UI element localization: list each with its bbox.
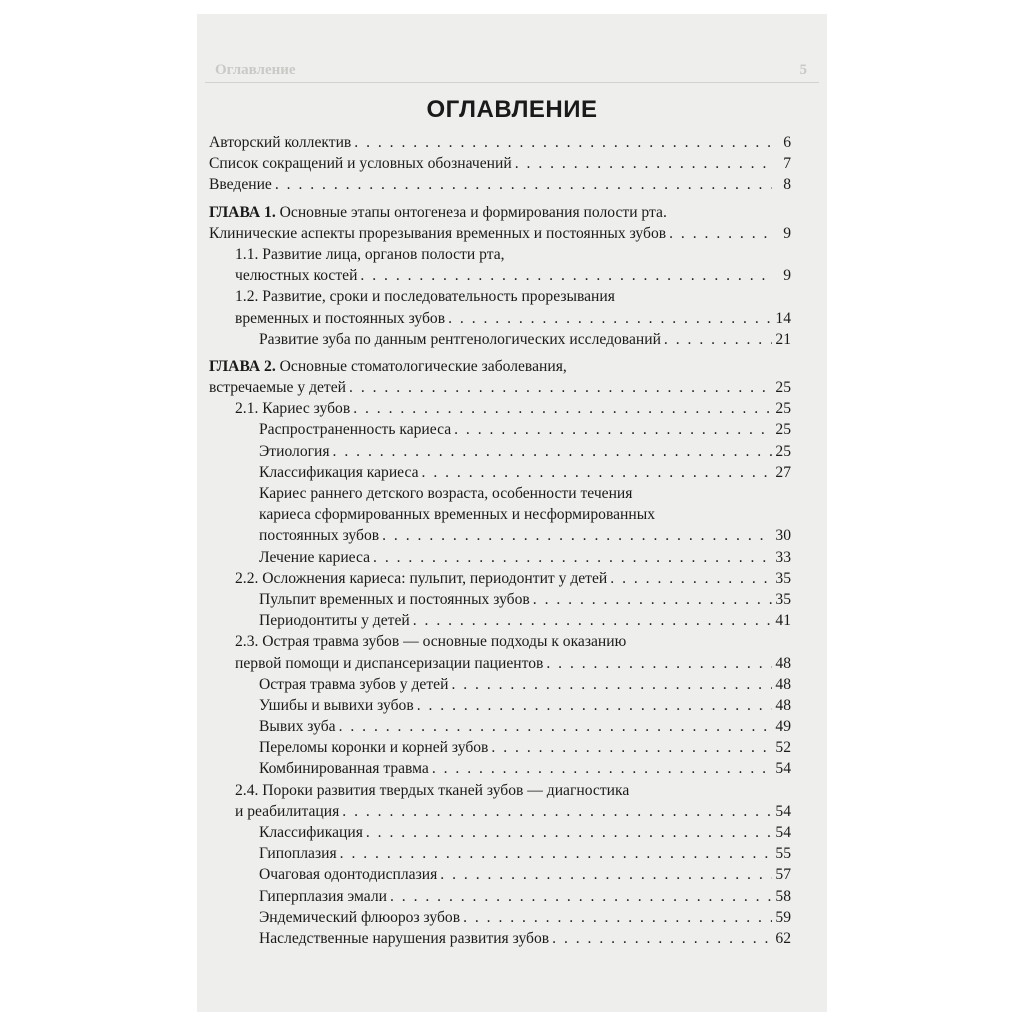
toc-entry: [235, 308, 791, 329]
toc-entry-title-line: 1.1. Развитие лица, органов полости рта,: [235, 245, 505, 263]
toc-entry-page: 14: [775, 309, 791, 327]
toc-chapter-1[interactable]: [209, 202, 791, 244]
dot-leader: [664, 329, 772, 350]
dot-leader: [515, 153, 772, 174]
toc-entry-page: 25: [775, 379, 791, 397]
toc-entry-title-line: 2.3. Острая травма зубов — основные подходы к оказанию: [235, 633, 627, 651]
toc-entry[interactable]: [209, 441, 791, 462]
toc-entry-page: 25: [775, 442, 791, 460]
toc-entry-title-line: 1.2. Развитие, сроки и последовательность прорезывания: [235, 288, 615, 306]
toc-entry-title: и реабилитация: [235, 802, 340, 820]
dot-leader: [373, 547, 772, 568]
toc-entry[interactable]: [209, 886, 791, 907]
toc-entry[interactable]: [209, 928, 791, 949]
toc-entry-page: 25: [775, 421, 791, 439]
toc-chapter-2[interactable]: [209, 356, 791, 398]
dot-leader: [669, 223, 772, 244]
toc-entry-title: 2.2. Осложнения кариеса: пульпит, периодонтит у детей: [235, 569, 608, 587]
toc-entry-page: 21: [775, 330, 791, 348]
toc-entry-title: Переломы коронки и корней зубов: [259, 739, 489, 757]
toc-entry: [259, 525, 791, 546]
toc-entry[interactable]: [209, 153, 791, 174]
toc-entry-page: 54: [775, 824, 791, 841]
toc-entry-title: временных и постоянных зубов: [235, 309, 446, 327]
toc-entry[interactable]: [209, 737, 791, 758]
toc-entry-page: 62: [775, 929, 791, 947]
dot-leader: [275, 174, 772, 195]
toc-entry-title: Гипоплазия: [259, 845, 337, 863]
toc-entry-page: 9: [783, 224, 791, 242]
dot-leader: [422, 462, 772, 483]
toc-entry-title: Введение: [209, 176, 272, 194]
toc-entry[interactable]: [209, 864, 791, 885]
toc-section-2-3[interactable]: [209, 631, 791, 673]
toc-entry-title: Список сокращений и условных обозначений: [209, 155, 512, 173]
dot-leader: [342, 801, 772, 822]
dot-leader: [451, 674, 772, 695]
toc-entry[interactable]: [209, 822, 791, 843]
toc-entry: [235, 265, 791, 286]
dot-leader: [546, 653, 772, 674]
toc-entry-page: 49: [775, 718, 791, 736]
toc-entry-title: Авторский коллектив: [209, 134, 352, 151]
toc-entry[interactable]: [209, 695, 791, 716]
toc-entry-page: 35: [775, 569, 791, 587]
toc-entry-page: 57: [775, 866, 791, 884]
dot-leader: [353, 398, 772, 419]
dot-leader: [552, 928, 772, 949]
toc-entry[interactable]: [209, 419, 791, 440]
toc-entry-title: встречаемые у детей: [209, 379, 347, 397]
toc-entry-title: Наследственные нарушения развития зубов: [259, 929, 550, 947]
chapter-label: ГЛАВА 1.: [209, 203, 276, 221]
toc-entry[interactable]: [209, 398, 791, 419]
toc-entry-title: Эндемический флюороз зубов: [259, 908, 461, 926]
toc-entry[interactable]: [209, 547, 791, 568]
toc-section-1-2[interactable]: [209, 286, 791, 328]
toc-entry-page: 48: [775, 675, 791, 693]
dot-leader: [454, 419, 772, 440]
dot-leader: [440, 864, 772, 885]
toc-entry[interactable]: [209, 174, 791, 195]
dot-leader: [448, 308, 772, 329]
toc-entry-page: 8: [783, 176, 791, 194]
toc-entry-title-line: Кариес раннего детского возраста, особенности течения: [259, 485, 633, 502]
toc-section-1-1[interactable]: [209, 244, 791, 286]
toc-entry[interactable]: [209, 716, 791, 737]
toc-entry-title: Вывих зуба: [259, 718, 336, 736]
toc-entry-multiline[interactable]: [209, 483, 791, 547]
dot-leader: [340, 843, 772, 864]
toc-entry-page: 52: [775, 739, 791, 757]
toc-entry-title: Периодонтиты у детей: [259, 612, 410, 630]
toc-entry-title: Этиология: [259, 442, 330, 460]
toc-entry-title: Пульпит временных и постоянных зубов: [259, 590, 530, 608]
toc-entry-page: 48: [775, 654, 791, 672]
toc-entry[interactable]: [209, 843, 791, 864]
dot-leader: [491, 737, 772, 758]
toc-chapter-heading: [209, 202, 791, 223]
toc-entry-page: 30: [775, 527, 791, 545]
toc-entry[interactable]: [209, 462, 791, 483]
dot-leader: [390, 886, 772, 907]
running-head-title: Оглавление: [215, 62, 296, 78]
toc-entry-page: 7: [783, 155, 791, 173]
toc-entry-page: 27: [775, 463, 791, 481]
toc-title: ОГЛАВЛЕНИЕ: [426, 96, 598, 123]
chapter-title-line: Основные этапы онтогенеза и формирования полости рта.: [279, 203, 667, 221]
toc-entry-title: Развитие зуба по данным рентгенологических исследований: [259, 330, 661, 348]
toc-entry[interactable]: [209, 329, 791, 350]
dot-leader: [417, 695, 772, 716]
toc-entry-title: Распространенность кариеса: [259, 421, 452, 439]
toc-entry-title: Классификация кариеса: [259, 463, 419, 481]
toc-entry[interactable]: [209, 907, 791, 928]
dot-leader: [354, 132, 772, 153]
toc-entry-page: 48: [775, 696, 791, 714]
book-page: [197, 14, 827, 1012]
toc-entry-title: Острая травма зубов у детей: [259, 675, 449, 693]
toc-entry-title-line: 2.4. Пороки развития твердых тканей зубов — диагностика: [235, 781, 630, 799]
dot-leader: [349, 377, 772, 398]
toc-section-2-4[interactable]: [209, 780, 791, 822]
dot-leader: [382, 525, 772, 546]
toc-entry-title: Гиперплазия эмали: [259, 887, 387, 905]
dot-leader: [610, 568, 772, 589]
chapter-label: ГЛАВА 2.: [209, 357, 276, 375]
toc-entry-page: 25: [775, 400, 791, 418]
toc-entry-title: Комбинированная травма: [259, 760, 429, 778]
table-of-contents: [209, 132, 791, 949]
toc-entry-title: 2.1. Кариес зубов: [235, 400, 351, 418]
toc-entry-title: Очаговая одонтодисплазия: [259, 866, 438, 884]
dot-leader: [413, 610, 772, 631]
toc-entry-title: первой помощи и диспансеризации пациентов: [235, 654, 544, 672]
toc-entry: [235, 653, 791, 674]
toc-entry: [235, 801, 791, 822]
toc-entry-title: постоянных зубов: [259, 527, 380, 545]
dot-leader: [463, 907, 772, 928]
chapter-title-line: Основные стоматологические заболевания,: [279, 357, 567, 375]
toc-entry-page: 54: [775, 760, 791, 778]
running-head: [205, 62, 819, 86]
dot-leader: [360, 265, 772, 286]
toc-entry-page: 33: [775, 548, 791, 566]
toc-entry-title: Клинические аспекты прорезывания временных и постоянных зубов: [209, 224, 667, 242]
toc-entry-title: челюстных костей: [235, 267, 358, 285]
toc-entry-title: Лечение кариеса: [259, 548, 371, 566]
toc-entry-page: 6: [783, 134, 791, 151]
toc-entry-page: 58: [775, 887, 791, 905]
toc-entry: [209, 223, 791, 244]
toc-entry-title: Ушибы и вывихи зубов: [259, 696, 414, 714]
toc-entry-title-line: кариеса сформированных временных и несформированных: [259, 506, 656, 524]
toc-entry[interactable]: [209, 758, 791, 779]
dot-leader: [339, 716, 772, 737]
toc-entry-page: 54: [775, 802, 791, 820]
dot-leader: [333, 441, 772, 462]
toc-entry: [209, 377, 791, 398]
toc-entry-page: 35: [775, 590, 791, 608]
toc-chapter-heading: [209, 356, 791, 377]
toc-entry[interactable]: [209, 568, 791, 589]
toc-entry-page: 41: [775, 612, 791, 630]
toc-entry-page: 55: [775, 845, 791, 863]
toc-entry-page: 59: [775, 908, 791, 926]
dot-leader: [366, 822, 772, 843]
running-head-rule: [205, 82, 819, 83]
toc-entry[interactable]: [209, 610, 791, 631]
toc-entry-title: Классификация: [259, 824, 363, 841]
toc-entry-page: 9: [783, 267, 791, 285]
toc-entry[interactable]: [209, 589, 791, 610]
dot-leader: [432, 758, 772, 779]
toc-entry[interactable]: [209, 674, 791, 695]
running-head-page-number: 5: [799, 62, 807, 78]
toc-entry[interactable]: [209, 132, 791, 153]
dot-leader: [533, 589, 772, 610]
